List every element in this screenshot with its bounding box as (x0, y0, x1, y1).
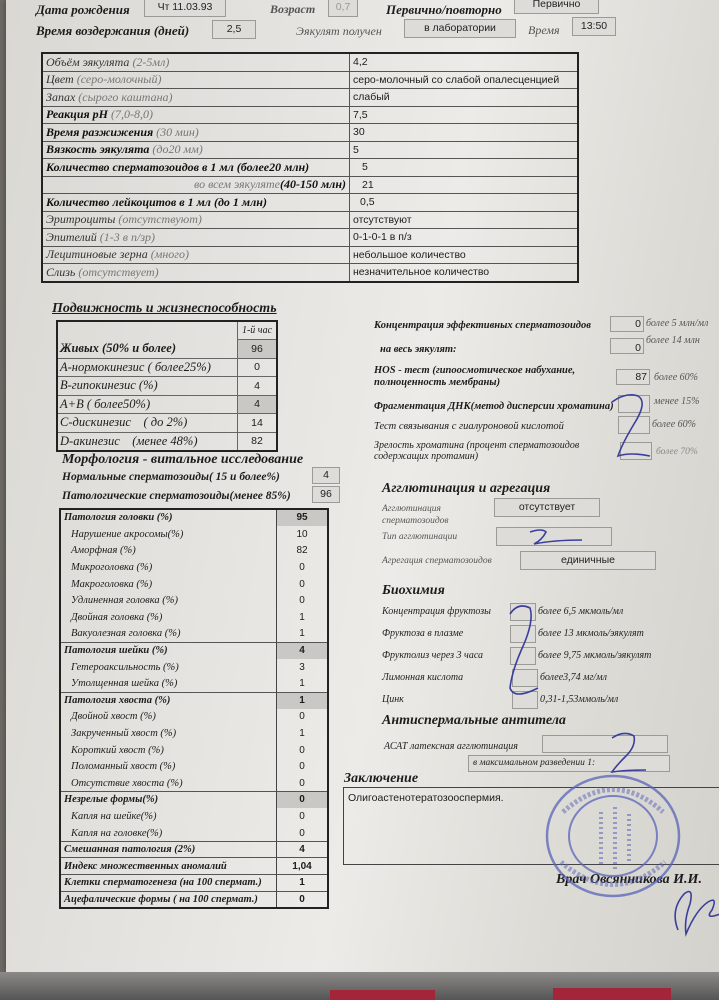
agglutination-label: Агглютинация сперматозоидов (382, 504, 449, 526)
hos-test-field: 87 (616, 369, 650, 385)
citric-acid-norm: более3,74 мг/мл (540, 672, 607, 683)
table-row: Вакуолезная головка (%) 1 (60, 626, 328, 643)
age-field: 0,7 (328, 0, 358, 17)
chromatin-maturity-label: Зрелость хроматина (процент сперматозоидов содержащих протамин) (374, 440, 580, 462)
table-row: Цвет (серо-молочный) серо-молочный со слабой опалесценцией (42, 71, 578, 89)
value-cell: 5 (350, 141, 579, 159)
effective-concentration-field: 0 (610, 316, 644, 332)
fructose-concentration-label: Концентрация фруктозы (382, 606, 491, 617)
normal-sperm-label: Нормальные сперматозоиды( 15 и более%) (62, 471, 280, 483)
birth-date-label: Дата рождения (36, 2, 130, 17)
background-object (553, 988, 671, 1000)
table-row: Утолщенная шейка (%) 1 (60, 675, 328, 692)
table-row: Количество сперматозоидов в 1 мл (более20 млн) 5 (42, 159, 578, 177)
agglutination-title: Агглютинация и агрегация (382, 481, 551, 496)
chromatin-maturity-norm: более 70% (656, 447, 698, 457)
table-row: Патология шейки (%) 4 (60, 642, 328, 659)
zinc-norm: 0,31-1,53ммоль/мл (540, 694, 619, 705)
table-row: Поломанный хвост (%) 0 (60, 758, 328, 775)
table-row: Незрелые формы(%) 0 (60, 792, 328, 809)
table-row: B-гипокинезис (%) 4 (57, 377, 277, 396)
table-row: Живых (50% и более) 96 (57, 340, 277, 359)
hyaluronic-binding-label: Тест связывания с гиалуроновой кислотой (374, 421, 564, 432)
doctor-signature-label: Врач Овсянникова И.И. (556, 872, 702, 887)
value-cell: отсутствуют (350, 211, 579, 229)
antibodies-title: Антиспермальные антитела (382, 713, 566, 728)
birth-date-field: Чт 11.03.93 (144, 0, 226, 17)
motility-title: Подвижность и жизнеспособность (52, 301, 277, 316)
value-cell: 21 (350, 176, 579, 194)
table-row: Закрученный хвост (%) 1 (60, 725, 328, 742)
table-row: Патология хвоста (%) 1 (60, 692, 328, 709)
morphology-table (59, 508, 329, 909)
hos-test-norm: более 60% (654, 372, 698, 383)
handwritten-dash-mark-icon (604, 390, 664, 470)
hyaluronic-binding-norm: более 60% (652, 419, 696, 430)
background-object (330, 990, 435, 1000)
table-row: Двойной хвост (%) 0 (60, 709, 328, 726)
abstinence-field: 2,5 (212, 20, 256, 39)
ejaculate-params-table (41, 52, 579, 283)
table-row: Клетки сперматогенеза (на 100 спермат.) 1 (60, 875, 328, 892)
table-row: Объём эякулята (2-5мл) 4,2 (42, 53, 578, 71)
fructose-concentration-norm: более 6,5 мкмоль/мл (538, 606, 624, 617)
value-cell: 4,2 (350, 53, 579, 71)
table-row: Нарушение акросомы(%) 10 (60, 526, 328, 543)
received-field: в лаборатории (404, 19, 516, 38)
clinic-stamp-icon (543, 772, 683, 902)
table-row: Ацефалические формы ( на 100 спермат.) 0 (60, 891, 328, 908)
table-row: Смешанная патология (2%) 4 (60, 841, 328, 858)
plasma-fructose-norm: более 13 мкмоль/эякулят (538, 628, 644, 639)
dna-fragmentation-label: Фрагментация ДНК(метод дисперсии хроматина) (374, 401, 614, 412)
plasma-fructose-label: Фруктоза в плазме (382, 628, 464, 639)
normal-sperm-field: 4 (312, 467, 340, 484)
agglutination-field: отсутствует (494, 498, 600, 517)
signature-scribble-icon (666, 880, 719, 940)
received-label: Эякулят получен (296, 24, 382, 38)
table-row: Капля на шейке(%) 0 (60, 808, 328, 825)
table-row: D-акинезис (менее 48%) 82 (57, 432, 277, 451)
table-row: Лецитиновые зерна (много) небольшое количество (42, 246, 578, 264)
table-row: Гетероаксильность (%) 3 (60, 659, 328, 676)
value-cell: 30 (350, 124, 579, 142)
conclusion-text: Олигоастенотератозооспермия. (348, 792, 504, 804)
table-row: Индекс множественных аномалий 1,04 (60, 858, 328, 875)
total-effective-field: 0 (610, 338, 644, 354)
aggregation-field: единичные (520, 551, 656, 570)
effective-concentration-norm: более 5 млн/мл (646, 318, 709, 329)
table-row: C-дискинезис ( до 2%) 14 (57, 414, 277, 433)
value-cell: небольшое количество (350, 246, 579, 264)
table-row: Аморфная (%) 82 (60, 543, 328, 560)
value-cell: серо-молочный со слабой опалесценцией (350, 71, 579, 89)
value-cell: 7,5 (350, 106, 579, 124)
table-row: Макроголовка (%) 0 (60, 576, 328, 593)
table-row: Двойная головка (%) 1 (60, 609, 328, 626)
table-row: Капля на головке(%) 0 (60, 825, 328, 842)
handwritten-dash-mark-icon (502, 600, 542, 704)
dna-fragmentation-norm: менее 15% (654, 396, 700, 407)
motility-table (56, 320, 278, 452)
handwritten-dash-mark-icon (524, 526, 594, 550)
conclusion-title: Заключение (344, 771, 419, 786)
table-row: Вязкость эякулята (до20 мм) 5 (42, 141, 578, 159)
table-row: Слизь (отсутствует) незначительное количество (42, 264, 578, 282)
table-row: Удлиненная головка (%) 0 (60, 592, 328, 609)
table-row: Короткий хвост (%) 0 (60, 742, 328, 759)
value-cell: слабый (350, 89, 579, 107)
table-row: Запах (сырого каштана) слабый (42, 89, 578, 107)
value-cell: 5 (350, 159, 579, 177)
table-row: Количество лейкоцитов в 1 мл (до 1 млн) 0,5 (42, 194, 578, 212)
handwritten-dash-mark-icon (606, 730, 656, 778)
pathological-sperm-field: 96 (312, 486, 340, 503)
hos-test-label: HOS - тест (гипоосмотическое набухание, полноценность мембраны) (374, 365, 576, 388)
table-row: Отсутствие хвоста (%) 0 (60, 775, 328, 792)
table-row: A+B ( более50%) 4 (57, 395, 277, 414)
morphology-title: Морфология - витальное исследование (62, 452, 304, 467)
visit-type-label: Первично/повторно (386, 2, 502, 17)
table-row: Эпителий (1-3 в п/зр) 0-1-0-1 в п/з (42, 229, 578, 247)
total-effective-norm: более 14 млн (646, 335, 700, 346)
time-field: 13:50 (572, 17, 616, 36)
age-label: Возраст (270, 2, 316, 16)
abstinence-label: Время воздержания (дней) (36, 23, 190, 38)
visit-type-field: Первично (514, 0, 599, 14)
fructolysis-norm: более 9,75 мкмоль/эякулят (538, 650, 652, 661)
table-row: Микроголовка (%) 0 (60, 559, 328, 576)
aggregation-label: Агрегация сперматозоидов (382, 556, 492, 566)
table-row: во всем эякуляте(40-150 млн) 21 (42, 176, 578, 194)
dilution-field: в максимальном разведении 1: (468, 755, 670, 772)
pathological-sperm-label: Патологические сперматозоиды(менее 85%) (62, 490, 291, 502)
total-effective-label: на весь эякулят: (380, 344, 457, 355)
analysis-form-sheet (6, 0, 719, 972)
table-row: Реакция pH (7,0-8,0) 7,5 (42, 106, 578, 124)
value-cell: незначительное количество (350, 264, 579, 282)
zinc-label: Цинк (382, 694, 404, 705)
table-row: Эритроциты (отсутствуют) отсутствуют (42, 211, 578, 229)
table-row: Патология головки (%) 95 (60, 509, 328, 526)
value-cell: 0-1-0-1 в п/з (350, 229, 579, 247)
fructolysis-label: Фруктолиз через 3 часа (382, 650, 483, 661)
column-header: 1-й час (238, 321, 278, 340)
table-row: A-нормокинезис ( более25%) 0 (57, 358, 277, 377)
table-row: Время разжижения (30 мин) 30 (42, 124, 578, 142)
citric-acid-label: Лимонная кислота (382, 672, 464, 683)
value-cell: 0,5 (350, 194, 579, 212)
agglutination-type-label: Тип агглютинации (382, 532, 458, 542)
effective-concentration-label: Концентрация эффективных сперматозоидов (374, 320, 591, 331)
asat-label: АСАТ латексная агглютинация (384, 741, 518, 752)
time-label: Время (528, 23, 560, 37)
biochemistry-title: Биохимия (382, 583, 445, 598)
